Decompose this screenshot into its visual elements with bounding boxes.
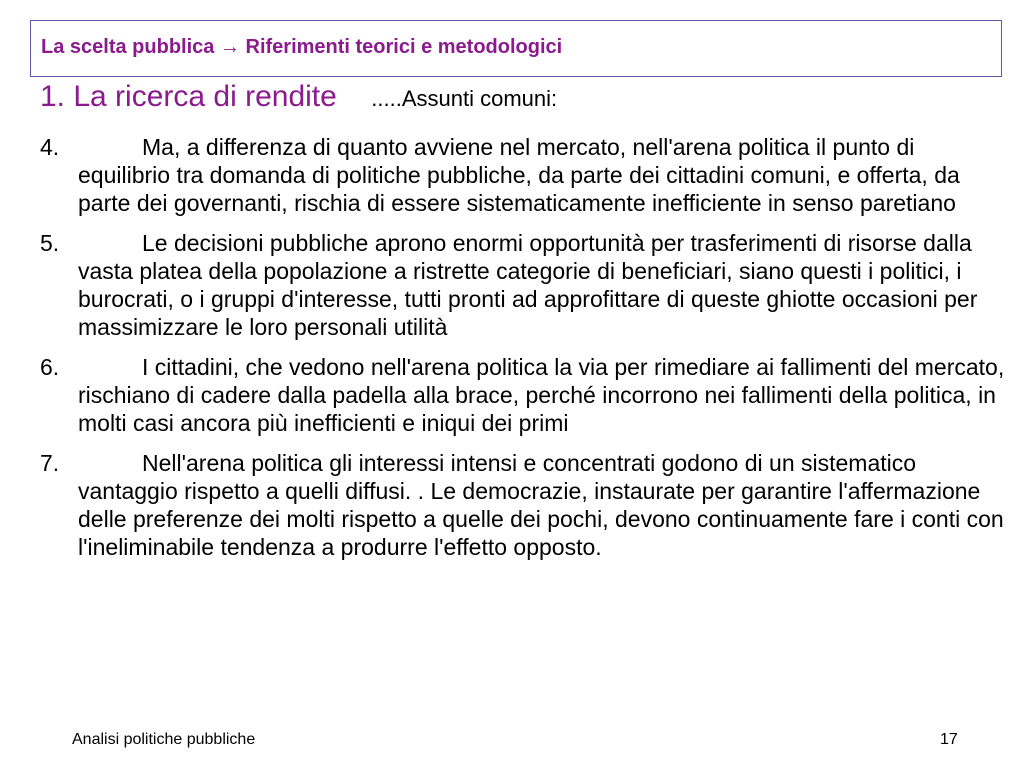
list-item xyxy=(40,449,1012,561)
list-item-number: 5. xyxy=(40,230,60,256)
list-item xyxy=(40,133,1012,217)
heading-main: 1. La ricerca di rendite xyxy=(40,80,337,113)
footer-label: Analisi politiche pubbliche xyxy=(72,731,256,748)
slide-title: La scelta pubblica → Riferimenti teorici e metodologici xyxy=(41,36,563,58)
page-number: 17 xyxy=(940,731,958,748)
list-item-text: I cittadini, che vedono nell'arena politica la via per rimediare ai fallimenti del mercato, rischiano di cadere dalla padella alla brace, perché incorrono nei fallimenti della politica, in molti casi ancora più inefficienti e iniqui dei primi xyxy=(78,354,1005,436)
title-box xyxy=(30,20,1002,77)
list-item-text: Nell'arena politica gli interessi intensi e concentrati godono di un sistematico vantaggio rispetto a quelli diffusi. . Le democrazie, instaurate per garantire l'affermazione delle preferenze dei molti rispetto a quelle dei pochi, devono continuamente fare i conti con l'ineliminabile tendenza a produrre l'effetto opposto. xyxy=(78,450,1004,560)
list-item-number: 7. xyxy=(40,450,60,476)
list-item-text: Le decisioni pubbliche aprono enormi opportunità per trasferimenti di risorse dalla vasta platea della popolazione a ristrette categorie di beneficiari, siano questi i politici, i burocrati, o i gruppi d'interesse, tutti pronti ad approfittare di queste ghiotte occasioni per massimizzare le loro personali utilità xyxy=(78,230,978,340)
heading-sub: .....Assunti comuni: xyxy=(371,86,558,111)
section-heading xyxy=(40,80,557,114)
list-item xyxy=(40,353,1012,437)
list-item xyxy=(40,229,1012,341)
list-item-number: 4. xyxy=(40,134,60,160)
list-item-number: 6. xyxy=(40,354,60,380)
list-item-text: Ma, a differenza di quanto avviene nel mercato, nell'arena politica il punto di equilibrio tra domanda di politiche pubbliche, da parte dei cittadini comuni, e offerta, da parte dei governanti, rischia di essere sistematicamente inefficiente in senso paretiano xyxy=(78,134,960,216)
numbered-list xyxy=(40,133,1012,573)
